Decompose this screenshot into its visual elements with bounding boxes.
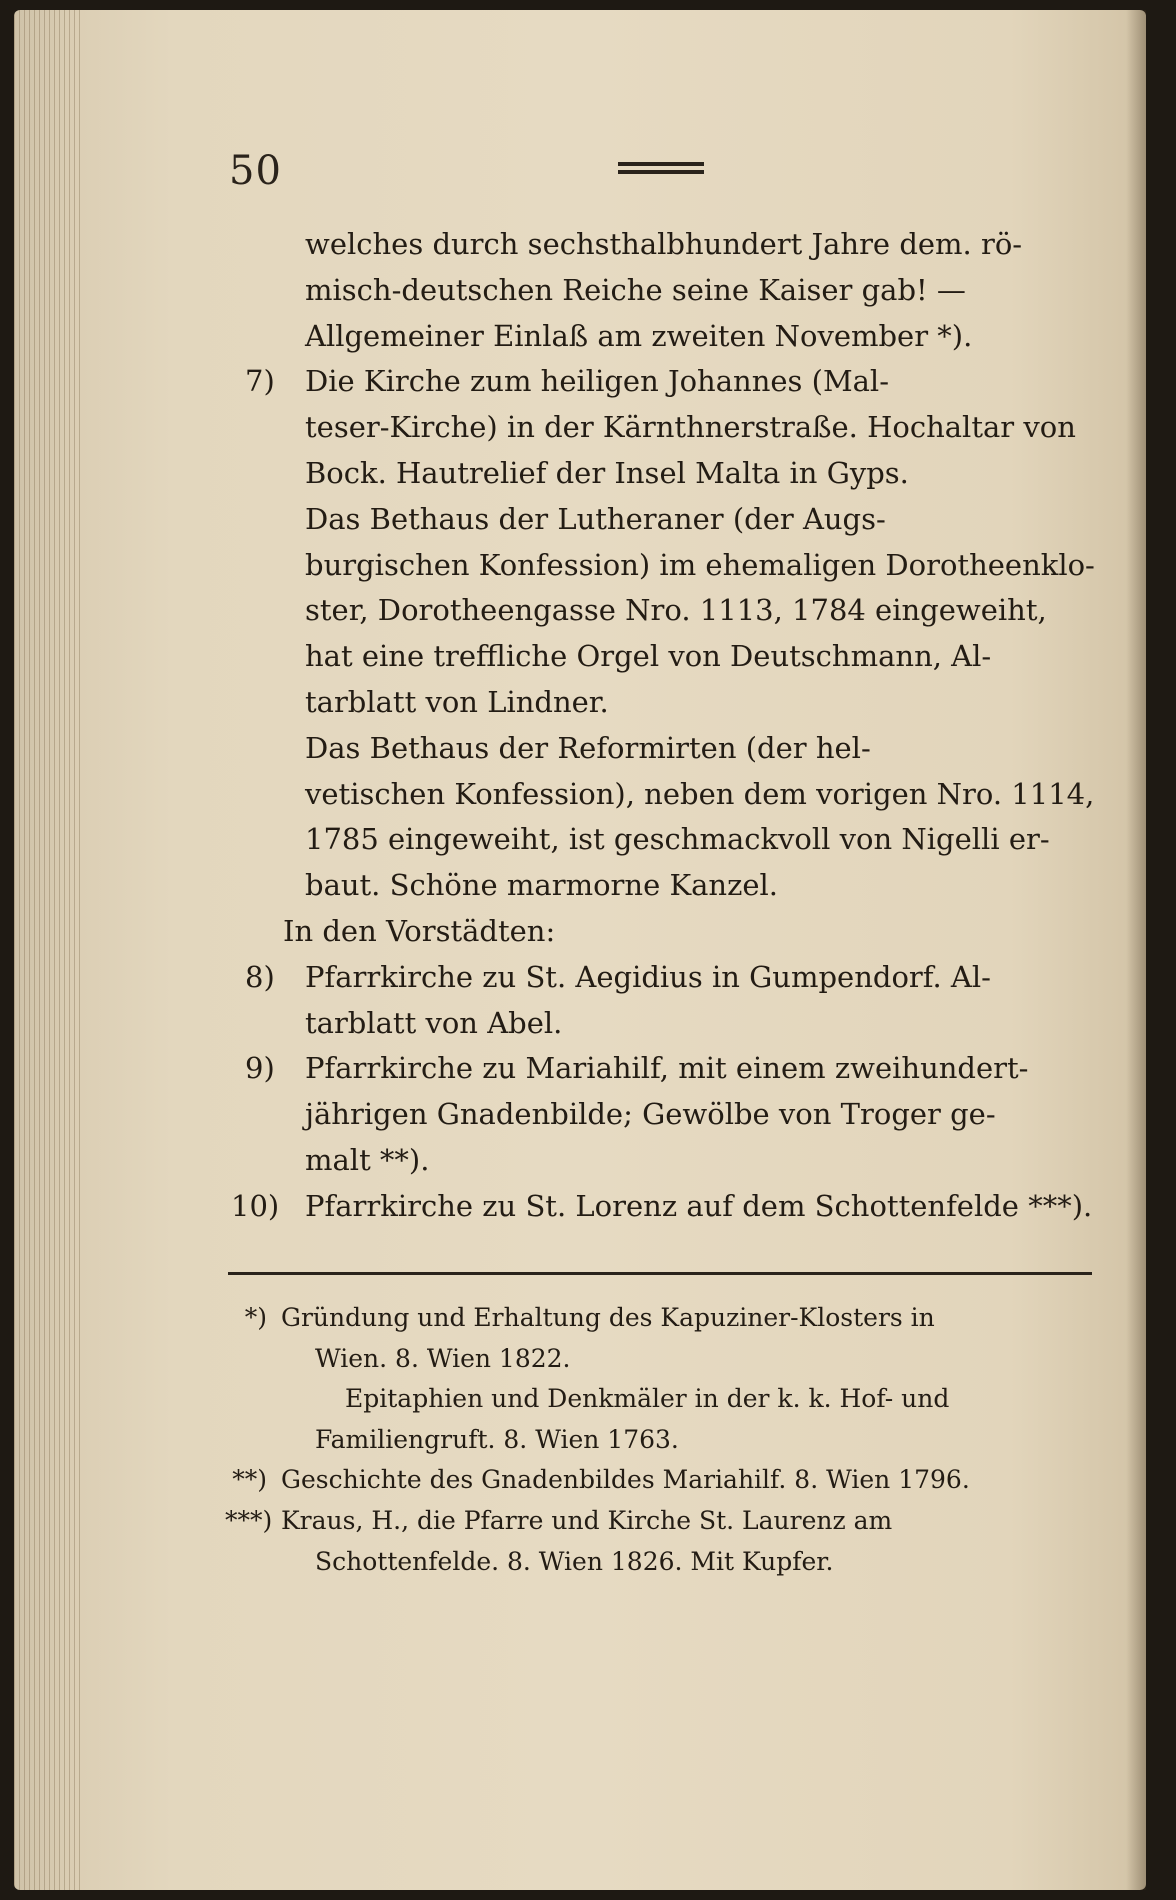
- text-line: misch-deutschen Reiche seine Kaiser gab! —: [305, 272, 966, 307]
- text-line: ster, Dorotheengasse Nro. 1113, 1784 eingeweiht,: [305, 593, 1047, 628]
- section-heading: In den Vorstädten:: [283, 913, 556, 948]
- header-ornament: [618, 162, 704, 176]
- text-line: 1785 eingeweiht, ist geschmackvoll von Nigelli er-: [305, 822, 1050, 857]
- body-text: [225, 222, 1095, 1230]
- text-line: tarblatt von Abel.: [305, 1005, 563, 1040]
- text-line: Pfarrkirche zu St. Lorenz auf dem Schottenfelde ***).: [305, 1188, 1093, 1223]
- footnote-text: Gründung und Erhaltung des Kapuziner-Klosters in: [281, 1303, 935, 1332]
- text-line: hat eine treffliche Orgel von Deutschmann, Al-: [305, 639, 992, 674]
- text-line: welches durch sechsthalbhundert Jahre dem. rö-: [305, 227, 1023, 261]
- footnote-mark: ***): [225, 1505, 273, 1535]
- page-number: 50: [229, 148, 282, 194]
- text-line: baut. Schöne marmorne Kanzel.: [305, 868, 779, 903]
- text-line: Das Bethaus der Reformirten (der hel-: [305, 730, 871, 765]
- text-line: jährigen Gnadenbilde; Gewölbe von Troger ge-: [305, 1097, 996, 1132]
- footnote-mark: **): [232, 1465, 267, 1495]
- text-line: malt **).: [305, 1142, 430, 1177]
- footnote-mark: *): [244, 1303, 267, 1332]
- footnote-text: Wien. 8. Wien 1822.: [315, 1343, 571, 1373]
- list-item: [225, 1046, 1095, 1092]
- text-line: Die Kirche zum heiligen Johannes (Mal-: [305, 364, 890, 399]
- text-line: vetischen Konfession), neben dem vorigen Nro. 1114,: [305, 776, 1095, 811]
- item-number: 9): [245, 1051, 275, 1086]
- footnote-text: Geschichte des Gnadenbildes Mariahilf. 8. Wien 1796.: [281, 1465, 970, 1495]
- text-line: burgischen Konfession) im ehemaligen Dorotheenklo-: [305, 547, 1095, 582]
- text-line: tarblatt von Lindner.: [305, 684, 609, 719]
- footnote-text: Kraus, H., die Pfarre und Kirche St. Laurenz am: [281, 1505, 893, 1535]
- list-item: [225, 359, 1095, 405]
- item-number: 7): [245, 364, 275, 399]
- list-item: [225, 1184, 1095, 1230]
- page-edges: [14, 10, 84, 1890]
- footnote-text: Familiengruft. 8. Wien 1763.: [315, 1424, 679, 1454]
- footnote-rule: [228, 1272, 1092, 1275]
- footnote: [225, 1460, 1095, 1501]
- item-number: 10): [231, 1188, 280, 1223]
- footnotes: [225, 1298, 1095, 1582]
- list-item: [225, 955, 1095, 1001]
- footnote-text: Epitaphien und Denkmäler in der k. k. Hof- und: [345, 1384, 950, 1414]
- text-line: Allgemeiner Einlaß am zweiten November *).: [305, 318, 973, 353]
- footnote: [225, 1298, 1095, 1339]
- footnote-text: Schottenfelde. 8. Wien 1826. Mit Kupfer.: [315, 1546, 834, 1576]
- footnote: [225, 1501, 1095, 1542]
- text-line: Bock. Hautrelief der Insel Malta in Gyps.: [305, 455, 909, 490]
- page-gutter: [1126, 10, 1146, 1890]
- text-line: teser-Kirche) in der Kärnthnerstraße. Hochaltar von: [305, 410, 1076, 445]
- text-line: Das Bethaus der Lutheraner (der Augs-: [305, 501, 886, 536]
- item-number: 8): [245, 959, 275, 994]
- text-line: Pfarrkirche zu Mariahilf, mit einem zweihundert-: [305, 1051, 1029, 1086]
- text-line: Pfarrkirche zu St. Aegidius in Gumpendorf. Al-: [305, 959, 991, 994]
